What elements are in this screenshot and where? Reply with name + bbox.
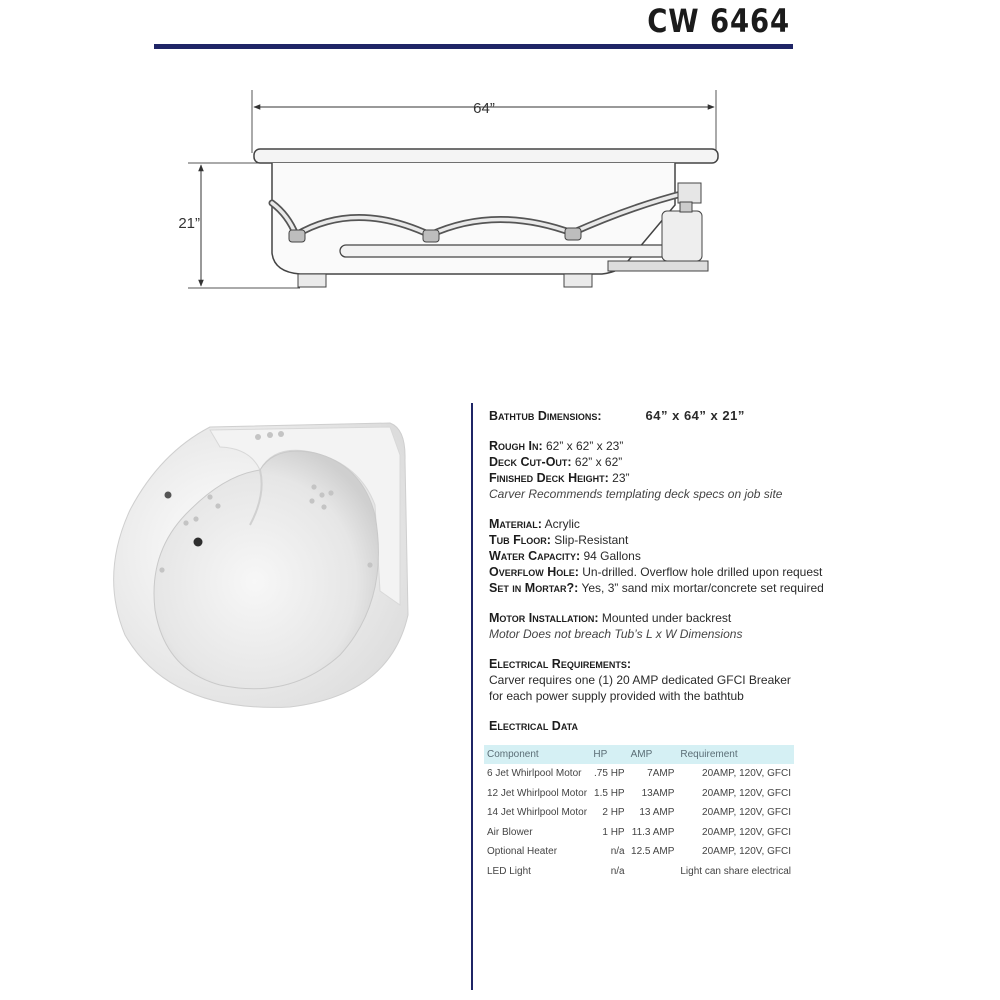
pump-head (678, 183, 701, 203)
cell-component: 14 Jet Whirlpool Motor (487, 807, 588, 819)
jet-fitting (565, 228, 581, 240)
cell-requirement: Light can share electrical (680, 865, 791, 877)
deck-cut-out-label: Deck Cut-Out: (489, 455, 572, 469)
jet-icon (165, 492, 172, 499)
material-row (489, 516, 799, 532)
cell-amp: 13 AMP (639, 807, 675, 819)
jet-icon (321, 504, 326, 509)
jet-icon (367, 562, 372, 567)
electrical-requirements-label: Electrical Requirements: (489, 657, 631, 671)
table-row (484, 862, 794, 882)
water-capacity-row (489, 548, 799, 564)
deck-cut-out-row (489, 454, 799, 470)
jet-fitting (423, 230, 439, 242)
material-value: Acrylic (544, 517, 580, 531)
cell-hp: 2 HP (602, 807, 625, 819)
cell-hp: 1.5 HP (594, 787, 625, 799)
electrical-data-table (484, 745, 794, 881)
cell-amp (628, 862, 678, 882)
header-hp: HP (590, 745, 627, 764)
suction-fitting (194, 538, 203, 547)
overflow-hole-label: Overflow Hole: (489, 565, 579, 579)
cell-requirement: 20AMP, 120V, GFCI (702, 807, 791, 819)
cell-requirement: 20AMP, 120V, GFCI (702, 826, 791, 838)
overflow-hole-row (489, 564, 823, 580)
cell-requirement: 20AMP, 120V, GFCI (702, 846, 791, 858)
jet-icon (215, 503, 220, 508)
spec-sheet (489, 408, 824, 734)
set-in-mortar-label: Set in Mortar?: (489, 581, 579, 595)
cell-amp: 12.5 AMP (631, 846, 675, 858)
deck-control-icon (278, 431, 284, 437)
side-elevation-drawing (150, 85, 730, 300)
cell-component: LED Light (487, 865, 531, 877)
water-capacity-label: Water Capacity: (489, 549, 581, 563)
dimensions-label: Bathtub Dimensions: (489, 409, 602, 423)
finished-deck-height-value: 23” (612, 471, 630, 485)
cell-amp: 11.3 AMP (631, 826, 675, 838)
cell-amp: 13AMP (641, 787, 675, 799)
tub-floor-row (489, 532, 799, 548)
tub-floor-label: Tub Floor: (489, 533, 551, 547)
bathtub-image (100, 415, 435, 715)
width-label: 64” (473, 100, 495, 117)
overflow-hole-value: Un-drilled. Overflow hole drilled upon request (582, 565, 823, 579)
deck-note: Carver Recommends templating deck specs on job site (489, 487, 783, 501)
set-in-mortar-row (489, 580, 824, 596)
material-label: Material: (489, 517, 542, 531)
tub-foot-left (298, 274, 326, 287)
cell-hp: 1 HP (602, 826, 625, 838)
rough-in-label: Rough In: (489, 439, 543, 453)
cell-component: 6 Jet Whirlpool Motor (487, 768, 582, 780)
table-row (484, 784, 794, 804)
jet-icon (311, 484, 316, 489)
finished-deck-height-label: Finished Deck Height: (489, 471, 609, 485)
tub-foot-right (564, 274, 592, 287)
motor-installation-value: Mounted under backrest (601, 611, 732, 625)
motor-base (608, 261, 708, 271)
tub-floor-value: Slip-Resistant (554, 533, 629, 547)
cell-component: Air Blower (487, 826, 533, 838)
table-header-row (484, 745, 794, 764)
finished-deck-height-row (489, 470, 799, 486)
dimensions-value: 64” x 64” x 21” (645, 408, 745, 423)
jet-icon (159, 567, 164, 572)
cell-hp: n/a (610, 846, 625, 858)
height-label: 21” (178, 215, 200, 232)
header-requirement: Requirement (677, 745, 794, 764)
electrical-data-heading-row (489, 718, 799, 734)
header-component: Component (484, 745, 590, 764)
tub-rim (254, 149, 718, 163)
jet-icon (183, 520, 188, 525)
header-amp: AMP (628, 745, 678, 764)
cell-requirement: 20AMP, 120V, GFCI (702, 768, 791, 780)
jet-icon (193, 516, 198, 521)
electrical-data-label: Electrical Data (489, 719, 578, 733)
motor-installation-label: Motor Installation: (489, 611, 599, 625)
model-title: CW 6464 (647, 2, 790, 40)
jet-icon (328, 490, 333, 495)
rough-in-value: 62” x 62” x 23” (545, 439, 624, 453)
pump-neck (680, 202, 692, 212)
motor-installation-row (489, 610, 799, 626)
cell-requirement: 20AMP, 120V, GFCI (702, 787, 791, 799)
table-row (484, 842, 794, 862)
cell-component: 12 Jet Whirlpool Motor (487, 787, 588, 799)
suction-line (340, 245, 697, 257)
electrical-requirements-text: Carver requires one (1) 20 AMP dedicated GFCI Breaker for each power supply provided with the bathtub (489, 673, 791, 703)
jet-icon (207, 494, 212, 499)
table-row (484, 764, 794, 784)
electrical-requirements-row (489, 656, 799, 672)
deck-control-icon (255, 434, 261, 440)
cell-amp: 7AMP (647, 768, 675, 780)
title-divider (154, 44, 793, 49)
jet-fitting (289, 230, 305, 242)
rough-in-row (489, 438, 799, 454)
table-row (484, 823, 794, 843)
jet-icon (319, 492, 324, 497)
deck-cut-out-value: 62” x 62” (574, 455, 623, 469)
deck-control-icon (267, 432, 273, 438)
cell-hp: n/a (610, 865, 625, 877)
motor-note: Motor Does not breach Tub’s L x W Dimensions (489, 627, 743, 641)
water-capacity-value: 94 Gallons (583, 549, 641, 563)
spec-divider (471, 403, 473, 990)
dimensions-row (489, 408, 799, 424)
table-row (484, 803, 794, 823)
motor-pump (662, 211, 702, 261)
set-in-mortar-value: Yes, 3” sand mix mortar/concrete set required (581, 581, 824, 595)
cell-hp: .75 HP (594, 768, 625, 780)
cell-component: Optional Heater (487, 846, 558, 858)
jet-icon (309, 498, 314, 503)
